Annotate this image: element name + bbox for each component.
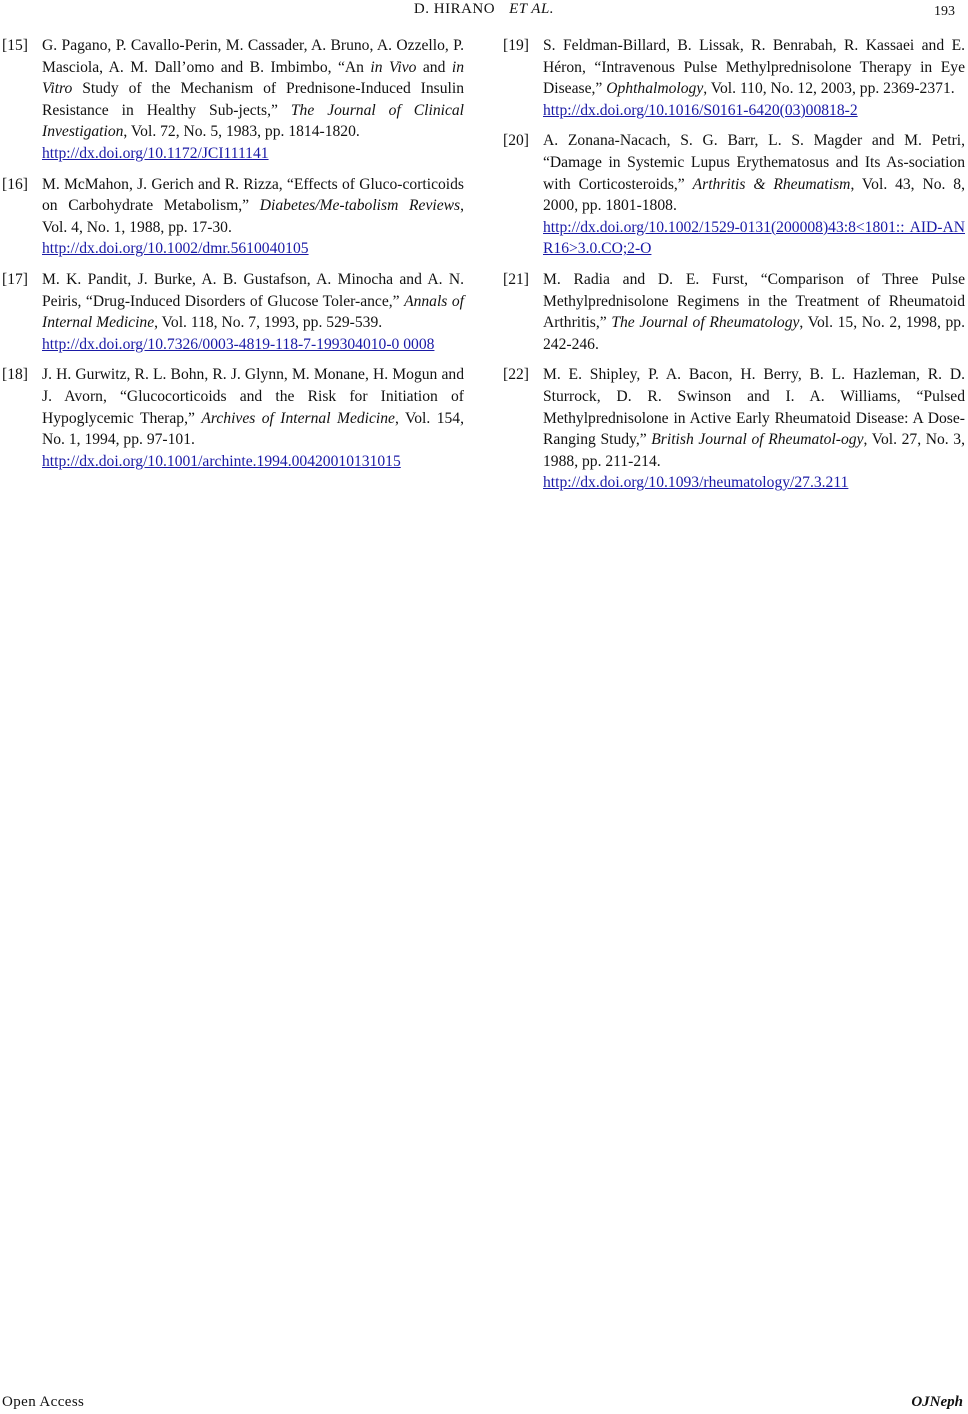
reference-italic-segment: The Journal of Rheumatology bbox=[611, 314, 800, 332]
reference-number: [16] bbox=[2, 175, 28, 193]
page-number: 193 bbox=[934, 4, 955, 19]
reference-entry bbox=[2, 35, 464, 165]
reference-number: [18] bbox=[2, 366, 28, 384]
reference-italic-segment: British Journal of Rheumatol-ogy bbox=[651, 431, 864, 449]
reference-italic-segment: Ophthalmology bbox=[606, 80, 704, 98]
reference-text-segment: , Vol. 72, No. 5, 1983, pp. 1814-1820. bbox=[123, 123, 360, 141]
reference-text bbox=[42, 364, 464, 472]
doi-link[interactable]: http://dx.doi.org/10.1002/1529-0131(200008)43:8<1801:: AID-ANR16>3.0.CO;2-O bbox=[543, 218, 965, 258]
reference-italic-segment: Archives of Internal Medicine bbox=[201, 409, 395, 427]
reference-text-segment: , Vol. 27, No. 3, 1988, pp. 211-214. bbox=[543, 431, 966, 470]
reference-entry bbox=[2, 364, 464, 472]
reference-text-segment: , Vol. 15, No. 2, 1998, pp. 242-246. bbox=[543, 314, 965, 353]
reference-column-right bbox=[503, 35, 965, 503]
doi-link[interactable]: http://dx.doi.org/10.1016/S0161-6420(03)00818-2 bbox=[543, 101, 858, 119]
reference-text-segment: S. Feldman-Billard, B. Lissak, R. Benrabah, R. Kassaei and E. Héron, “Intravenous Pulse Methylprednisolone Therapy in Eye Disease,” bbox=[543, 37, 965, 98]
running-head-author: D. HIRANO bbox=[413, 1, 496, 17]
reference-entry bbox=[2, 174, 464, 260]
running-head bbox=[0, 1, 968, 18]
reference-text-segment: M. K. Pandit, J. Burke, A. B. Gustafson, A. Minocha and A. N. Peiris, “Drug-Induced Disorders of Glucose Toler-ance,” bbox=[42, 270, 464, 310]
reference-text-segment: , Vol. 154, No. 1, 1994, pp. 97-101. bbox=[42, 409, 464, 449]
reference-text bbox=[543, 130, 965, 260]
footer-journal-abbrev: OJNeph bbox=[911, 1394, 963, 1410]
running-head-et-al: ET AL. bbox=[509, 1, 555, 17]
reference-text bbox=[42, 269, 464, 355]
reference-text bbox=[543, 269, 965, 355]
reference-italic-segment: Arthritis & Rheumatism bbox=[692, 175, 851, 193]
footer-open-access: Open Access bbox=[2, 1394, 85, 1410]
doi-link[interactable]: http://dx.doi.org/10.1002/dmr.5610040105 bbox=[42, 240, 309, 258]
reference-entry bbox=[503, 364, 965, 494]
doi-link[interactable]: http://dx.doi.org/10.1172/JCI111141 bbox=[42, 144, 269, 162]
reference-text-segment: and bbox=[416, 58, 452, 76]
reference-entry bbox=[503, 269, 965, 355]
reference-italic-segment: The Journal of Clinical Investigation bbox=[42, 101, 464, 141]
reference-text bbox=[543, 364, 965, 494]
reference-text-segment: , Vol. 4, No. 1, 1988, pp. 17-30. bbox=[42, 197, 464, 236]
reference-entry bbox=[503, 35, 965, 121]
reference-text-segment: A. Zonana-Nacach, S. G. Barr, L. S. Magder and M. Petri, “Damage in Systemic Lupus Erythematosus and Its As-sociation with Corticosteroids,” bbox=[543, 132, 965, 193]
reference-number: [21] bbox=[503, 270, 529, 288]
reference-text-segment: M. Radia and D. E. Furst, “Comparison of Three Pulse Methylprednisolone Regimens in the Treatment of Rheumatoid Arthritis,” bbox=[543, 270, 965, 332]
reference-text-segment: , Vol. 43, No. 8, 2000, pp. 1801-1808. bbox=[543, 175, 965, 215]
reference-text bbox=[42, 35, 464, 165]
reference-number: [22] bbox=[503, 366, 529, 384]
reference-number: [20] bbox=[503, 132, 529, 150]
reference-italic-segment: in Vitro bbox=[42, 58, 464, 98]
reference-text-segment: J. H. Gurwitz, R. L. Bohn, R. J. Glynn, M. Monane, H. Mogun and J. Avorn, “Glucocorticoids and the Risk for Initiation of Hypoglycemic Therap,” bbox=[42, 366, 464, 427]
reference-text-segment: M. E. Shipley, P. A. Bacon, H. Berry, B. L. Hazleman, R. D. Sturrock, D. R. Swinson and I. A. Williams, “Pulsed Methylprednisolone in Active Early Rheumatoid Disease: A Dose-Ranging Study,” bbox=[543, 366, 965, 449]
reference-italic-segment: in Vivo bbox=[370, 58, 417, 76]
doi-link[interactable]: http://dx.doi.org/10.1093/rheumatology/27.3.211 bbox=[543, 474, 849, 492]
reference-italic-segment: Annals of Internal Medicine bbox=[42, 292, 464, 332]
reference-text-segment: Study of the Mechanism of Prednisone-Induced Insulin Resistance in Healthy Sub-jects,” bbox=[42, 80, 464, 119]
doi-link[interactable]: http://dx.doi.org/10.7326/0003-4819-118-7-199304010-0 0008 bbox=[42, 335, 435, 353]
reference-text-segment: , Vol. 118, No. 7, 1993, pp. 529-539. bbox=[154, 314, 383, 332]
reference-text-segment: G. Pagano, P. Cavallo-Perin, M. Cassader, A. Bruno, A. Ozzello, P. Masciola, A. M. Dall’omo and B. Imbimbo, “An bbox=[42, 37, 464, 76]
reference-number: [17] bbox=[2, 270, 28, 288]
reference-number: [19] bbox=[503, 37, 529, 54]
reference-text-segment: , Vol. 110, No. 12, 2003, pp. 2369-2371. bbox=[703, 80, 955, 98]
reference-text bbox=[42, 174, 464, 260]
reference-text-segment: M. McMahon, J. Gerich and R. Rizza, “Effects of Gluco-corticoids on Carbohydrate Metabolism,” bbox=[42, 175, 464, 215]
reference-italic-segment: Diabetes/Me-tabolism Reviews bbox=[259, 197, 461, 215]
reference-number: [15] bbox=[2, 37, 28, 54]
reference-text bbox=[543, 35, 965, 121]
doi-link[interactable]: http://dx.doi.org/10.1001/archinte.1994.00420010131015 bbox=[42, 452, 401, 470]
reference-entry bbox=[2, 269, 464, 355]
reference-entry bbox=[503, 130, 965, 260]
reference-column-left bbox=[2, 35, 464, 481]
